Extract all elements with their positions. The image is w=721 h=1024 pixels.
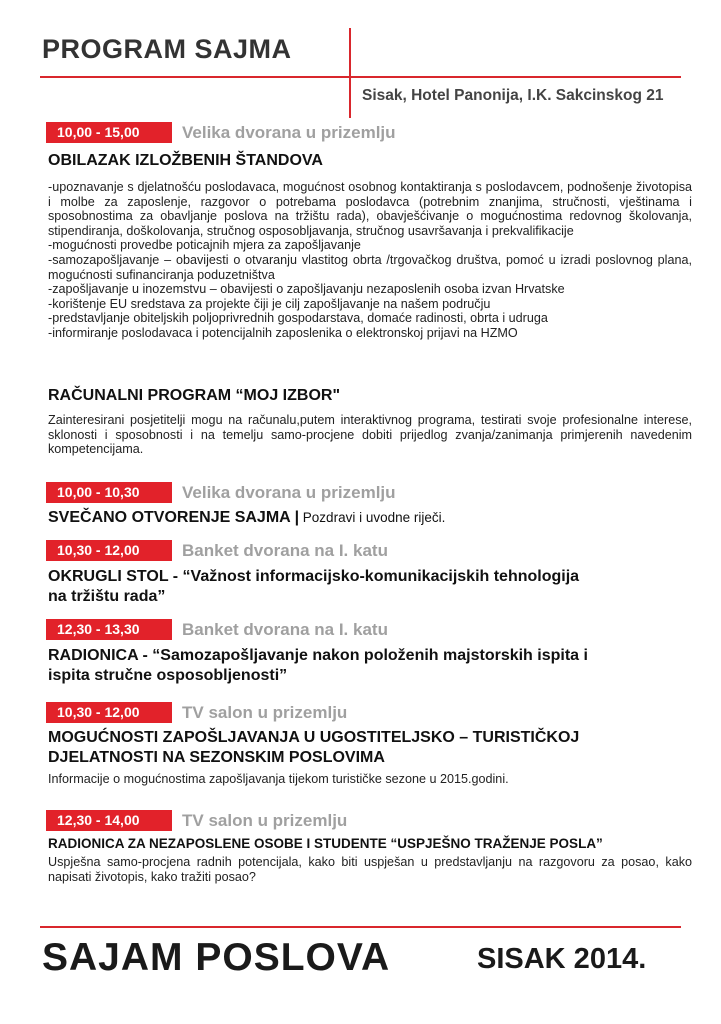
list-item: -predstavljanje obiteljskih poljoprivrednih gospodarstava, domaće radinosti, obrta i udruga xyxy=(48,311,548,326)
event-header xyxy=(46,482,396,503)
top-divider-line xyxy=(40,76,681,78)
event-title: OBILAZAK IZLOŽBENIH ŠTANDOVA xyxy=(48,152,323,169)
event-title-line: RADIONICA - “Samozapošljavanje nakon položenih majstorskih ispita i xyxy=(48,647,588,664)
venue-label: TV salon u prizemlju xyxy=(182,810,348,830)
event-header xyxy=(46,122,396,143)
event-title xyxy=(48,508,688,528)
vertical-divider-line xyxy=(349,28,351,118)
event-address: Sisak, Hotel Panonija, I.K. Sakcinskog 21 xyxy=(362,87,664,104)
event-title-line: OKRUGLI STOL - “Važnost informacijsko-komunikacijskih tehnologija xyxy=(48,568,580,585)
time-badge: 10,30 - 12,00 xyxy=(46,540,172,561)
footer-city-year: SISAK 2014. xyxy=(477,943,647,975)
event-title-main: SVEČANO OTVORENJE SAJMA | xyxy=(48,509,300,526)
venue-label: Banket dvorana na I. katu xyxy=(182,540,388,560)
event-title-line: ispita stručne osposobljenosti” xyxy=(48,667,288,684)
list-item: -samozapošljavanje – obavijesti o otvaranju vlastitog obrta /trgovačkog društva, pomoć u izradi poslovnog plana, mogućnosti sufinanciranja poduzetništva xyxy=(48,252,692,282)
footer-fair-name: SAJAM POSLOVA xyxy=(42,936,391,979)
event-description-list xyxy=(48,180,692,341)
event-description: Zainteresirani posjetitelji mogu na računalu,putem interaktivnog programa, testirati svoje profesionalne interese, sklonosti i sposobnosti i na temelju samo-procjene dobiti prijedlog zvanja/zanimanja primjerenih navedenim kompetencijama. xyxy=(48,413,692,457)
event-title-line: na tržištu rada” xyxy=(48,588,166,605)
page-title: PROGRAM SAJMA xyxy=(42,34,292,64)
list-item: -mogućnosti provedbe poticajnih mjera za zapošljavanje xyxy=(48,238,361,253)
venue-label: Banket dvorana na I. katu xyxy=(182,619,388,639)
time-badge: 12,30 - 13,30 xyxy=(46,619,172,640)
event-title: RADIONICA ZA NEZAPOSLENE OSOBE I STUDENTE “USPJEŠNO TRAŽENJE POSLA” xyxy=(48,836,603,851)
venue-label: Velika dvorana u prizemlju xyxy=(182,122,396,142)
event-title xyxy=(48,567,688,607)
time-badge: 10,00 - 15,00 xyxy=(46,122,172,143)
event-title xyxy=(48,646,688,686)
list-item: -upoznavanje s djelatnošću poslodavaca, mogućnost osobnog kontaktiranja s poslodavcem, podnošenje životopisa i molbe za zaposlenje, razgovor o potrebama poslodavca (potrebnim znanjima, stručnosti, vještinama i sposobnostima za obavljanje poslova na tržištu rada), obavješćivanje o mogućnostima redovnog školovanja, stipendiranja, doškolovanja, stručnog osposobljavanja, stručnog usavršavanja i prekvalifikacije xyxy=(48,180,692,238)
time-badge: 10,30 - 12,00 xyxy=(46,702,172,723)
event-subtitle: Pozdravi i uvodne riječi. xyxy=(299,510,446,525)
event-header xyxy=(46,540,388,561)
venue-label: Velika dvorana u prizemlju xyxy=(182,482,396,502)
time-badge: 10,00 - 10,30 xyxy=(46,482,172,503)
venue-label: TV salon u prizemlju xyxy=(182,702,348,722)
list-item: -zapošljavanje u inozemstvu – obavijesti o zapošljavanju nezaposlenih osoba izvan Hrvatske xyxy=(48,282,565,297)
event-title-line: DJELATNOSTI NA SEZONSKIM POSLOVIMA xyxy=(48,749,385,766)
event-header xyxy=(46,810,347,831)
time-badge: 12,30 - 14,00 xyxy=(46,810,172,831)
list-item: -korištenje EU sredstava za projekte čiji je cilj zapošljavanje na našem području xyxy=(48,296,491,311)
event-header xyxy=(46,619,388,640)
list-item: -informiranje poslodavaca i potencijalnih zaposlenika o elektronskoj prijavi na HZMO xyxy=(48,325,518,340)
bottom-divider-line xyxy=(40,926,681,928)
event-description: Uspješna samo-procjena radnih potencijala, kako biti uspješan u predstavljanju na razgovoru za posao, kako napisati životopis, kako tražiti posao? xyxy=(48,855,692,884)
event-title-line: MOGUĆNOSTI ZAPOŠLJAVANJA U UGOSTITELJSKO – TURISTIČKOJ xyxy=(48,729,580,746)
event-description: Informacije o mogućnostima zapošljavanja tijekom turističke sezone u 2015.godini. xyxy=(48,772,509,786)
event-title xyxy=(48,728,688,768)
event-header xyxy=(46,702,347,723)
event-title: RAČUNALNI PROGRAM “MOJ IZBOR" xyxy=(48,387,341,404)
